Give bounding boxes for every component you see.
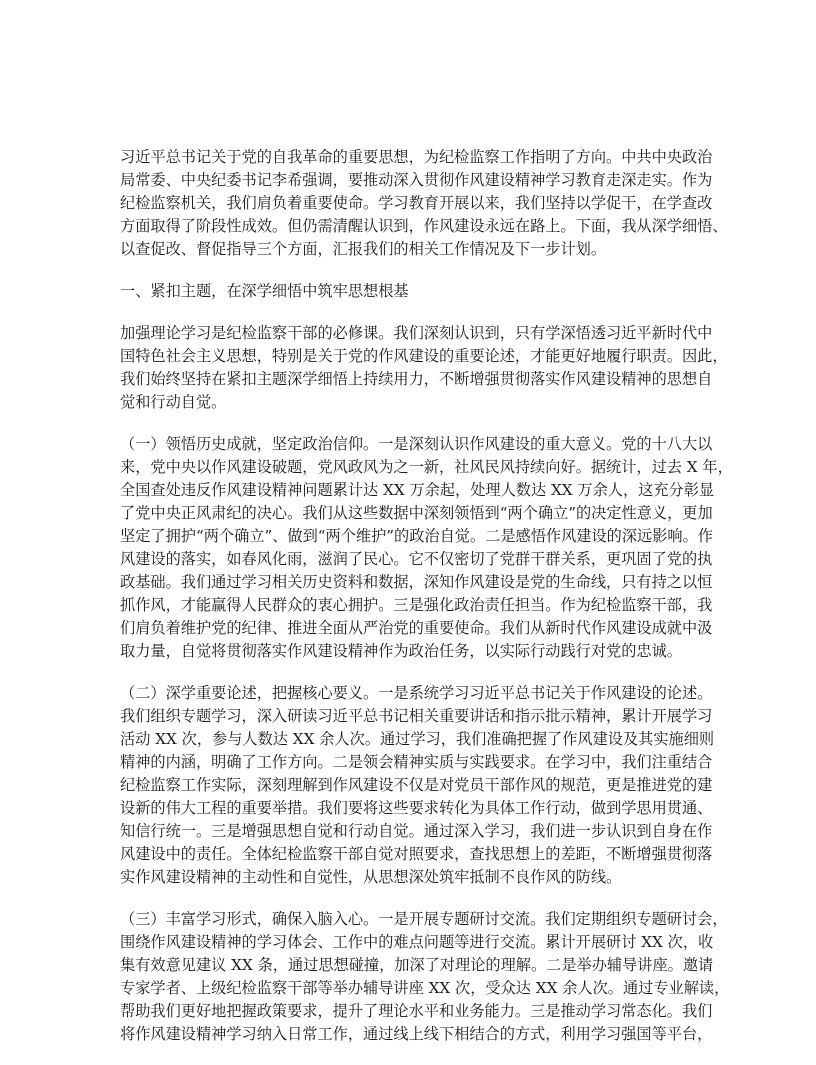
text-line: 实作风建设精神的主动性和自觉性，从思想深处筑牢抵制不良作风的防线。	[120, 868, 622, 886]
text-line: 们肩负着维护党的纪律、推进全面从严治党的重要使命。我们从新时代作风建设成就中汲	[120, 619, 713, 637]
text-line: 国特色社会主义思想，特别是关于党的作风建设的重要论述，才能更好地履行职责。因此，	[120, 347, 728, 365]
text-line: 帮助我们更好地把握政策要求，提升了理论水平和业务能力。三是推动学习常态化。我们	[120, 1002, 713, 1020]
text-line: 取力量，自觉将贯彻落实作风建设精神作为政治任务，以实际行动践行对党的忠诚。	[120, 642, 682, 660]
text-line: 以查促改、督促指导三个方面，汇报我们的相关工作情况及下一步计划。	[120, 240, 606, 258]
text-line: 风建设中的责任。全体纪检监察干部自觉对照要求，查找思想上的差距，不断增强贯彻落	[120, 845, 713, 863]
text-line: 集有效意见建议 XX 条，通过思想碰撞，加深了对理论的理解。二是举办辅导讲座。邀请	[120, 956, 714, 974]
text-line: 加强理论学习是纪检监察干部的必修课。我们深刻认识到，只有学深悟透习近平新时代中	[120, 324, 713, 342]
text-line: 来，党中央以作风建设破题，党风政风为之一新，社风民风持续向好。据统计，过去 X 年，	[120, 458, 733, 476]
text-line: 习近平总书记关于党的自我革命的重要思想，为纪检监察工作指明了方向。中共中央政治	[120, 148, 713, 166]
text-line: （二）深学重要论述，把握核心要义。一是系统学习习近平总书记关于作风建设的论述。	[120, 684, 713, 702]
theory-study-paragraph	[120, 322, 728, 414]
text-line: 纪检监察机关，我们肩负着重要使命。学习教育开展以来，我们坚持以学促干，在学查改	[120, 194, 713, 212]
document-page	[120, 146, 733, 1065]
text-line: 了党中央正风肃纪的决心。我们从这些数据中深刻领悟到“两个确立”的决定性意义，更加	[120, 504, 713, 522]
text-line: 知信行统一。三是增强思想自觉和行动自觉。通过深入学习，我们进一步认识到自身在作	[120, 822, 713, 840]
section-heading-1: 一、紧扣主题，在深学细悟中筑牢思想根基	[120, 282, 409, 300]
text-line: 将作风建设精神学习纳入日常工作，通过线上线下相结合的方式，利用学习强国等平台，	[120, 1025, 713, 1043]
text-line: 设新的伟大工程的重要举措。我们要将这些要求转化为具体工作行动，做到学思用贯通、	[120, 799, 713, 817]
subsection-3-paragraph	[120, 908, 730, 1046]
text-line: 精神的内涵，明确了工作方向。二是领会精神实质与实践要求。在学习中，我们注重结合	[120, 753, 713, 771]
text-line: 方面取得了阶段性成效。但仍需清醒认识到，作风建设永远在路上。下面，我从深学细悟、	[120, 217, 728, 235]
text-line: 全国查处违反作风建设精神问题累计达 XX 万余起，处理人数达 XX 万余人，这充分彰显	[120, 481, 715, 499]
subsection-2-paragraph	[120, 682, 715, 889]
text-line: 抓作风，才能赢得人民群众的衷心拥护。三是强化政治责任担当。作为纪检监察干部，我	[120, 596, 713, 614]
text-line: 纪检监察工作实际，深刻理解到作风建设不仅是对党员干部作风的规范，更是推进党的建	[120, 776, 713, 794]
text-line: 围绕作风建设精神的学习体会、工作中的难点问题等进行交流。累计开展研讨 XX 次，收	[120, 933, 714, 951]
intro-paragraph	[120, 146, 728, 261]
text-line: 觉和行动自觉。	[120, 393, 227, 411]
text-line: 坚定了拥护“两个确立”、做到“两个维护”的政治自觉。二是感悟作风建设的深远影响。作	[120, 527, 713, 545]
text-line: 我们始终坚持在紧扣主题深学细悟上持续用力，不断增强贯彻落实作风建设精神的思想自	[120, 370, 713, 388]
text-line: 风建设的落实，如春风化雨，滋润了民心。它不仅密切了党群干群关系，更巩固了党的执	[120, 550, 713, 568]
text-line: 政基础。我们通过学习相关历史资料和数据，深知作风建设是党的生命线，只有持之以恒	[120, 573, 713, 591]
text-line: （一）领悟历史成就，坚定政治信仰。一是深刻认识作风建设的重大意义。党的十八大以	[120, 435, 713, 453]
subsection-1-paragraph	[120, 433, 733, 663]
text-line: 活动 XX 次，参与人数达 XX 余人次。通过学习，我们准确把握了作风建设及其实施细则	[120, 730, 715, 748]
text-line: （三）丰富学习形式，确保入脑入心。一是开展专题研讨交流。我们定期组织专题研讨会，	[120, 910, 728, 928]
text-line: 专家学者、上级纪检监察干部等举办辅导讲座 XX 次，受众达 XX 余人次。通过专业解读，	[120, 979, 730, 997]
text-line: 我们组织专题学习，深入研读习近平总书记相关重要讲话和指示批示精神，累计开展学习	[120, 707, 713, 725]
text-line: 局常委、中央纪委书记李希强调，要推动深入贯彻作风建设精神学习教育走深走实。作为	[120, 171, 713, 189]
